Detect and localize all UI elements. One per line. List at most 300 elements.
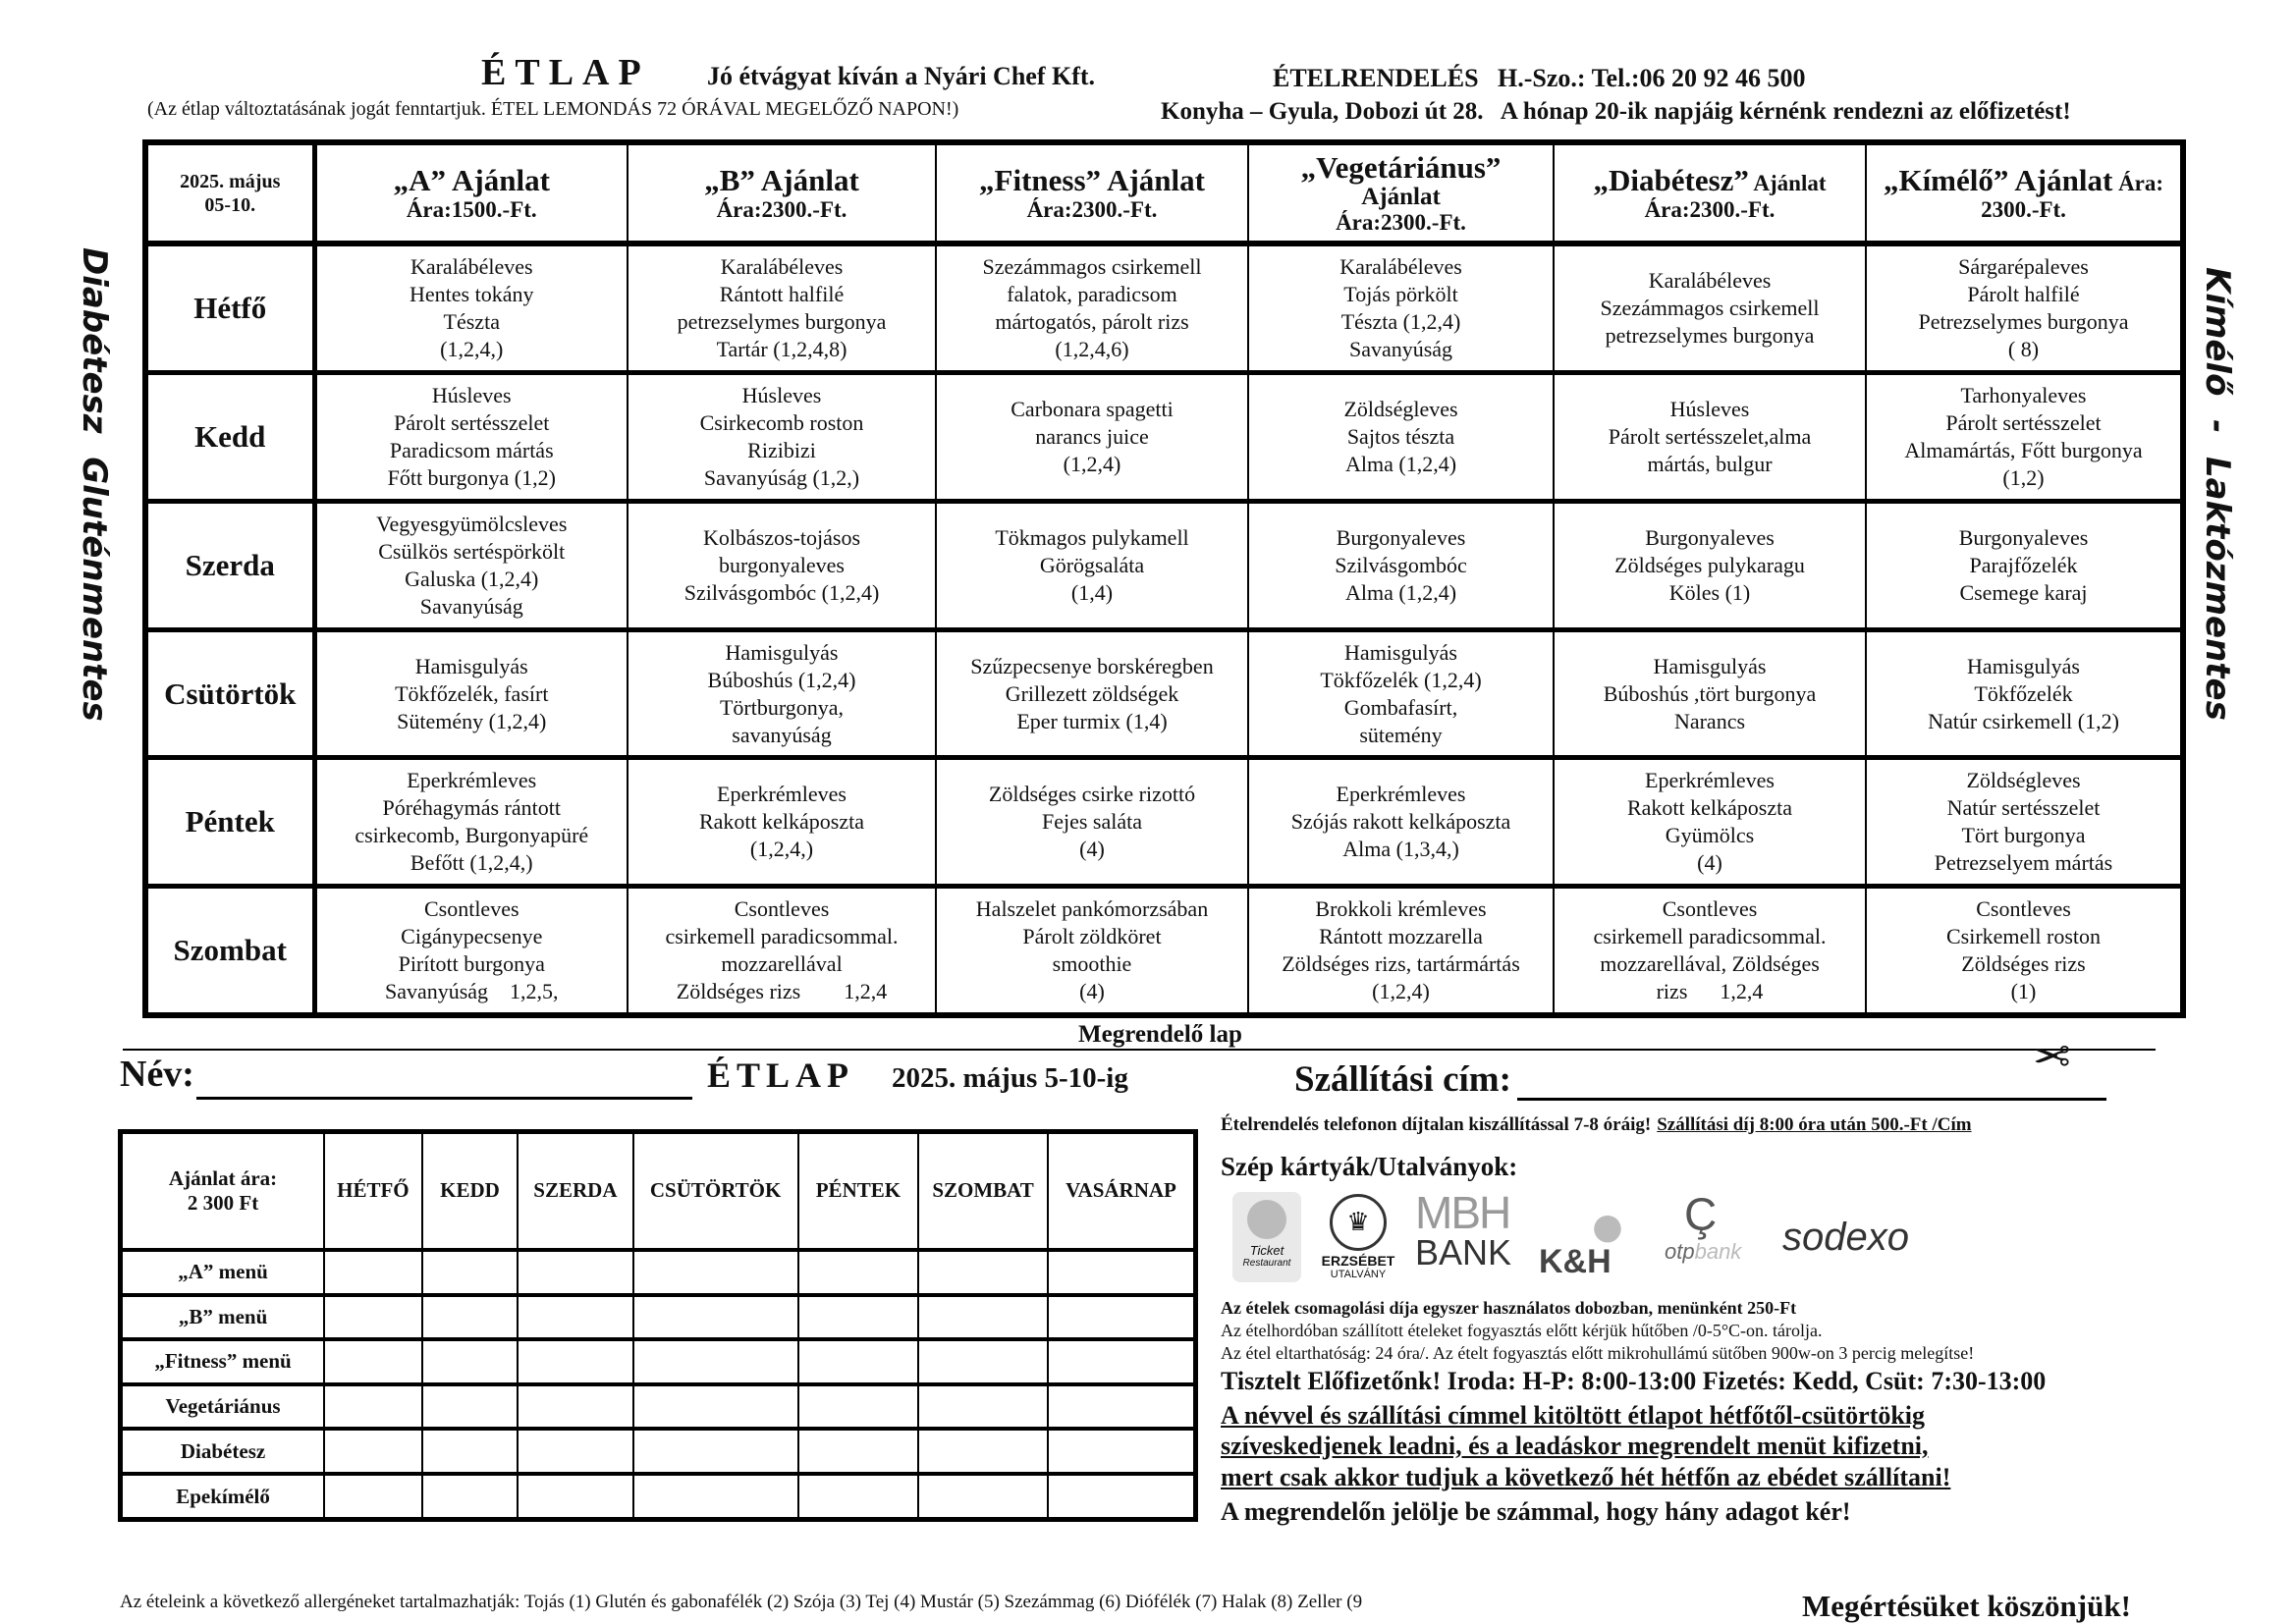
kh-logo [1539, 1207, 1676, 1280]
order-menu-label: „A” menü [121, 1250, 325, 1295]
meal-line: Eperkrémleves [1336, 782, 1466, 807]
meal-line: Sajtos tészta [1346, 424, 1455, 450]
order-day-header: HÉTFŐ [324, 1132, 422, 1250]
offer-name: „Kímélő” Ajánlat [1883, 162, 2113, 197]
order-menu-label: Vegetáriánus [121, 1384, 325, 1430]
meal-cell-a [314, 373, 628, 502]
offer-header-diabetes [1554, 142, 1866, 244]
meal-line: Szezámmagos csirkemell [982, 254, 1202, 280]
offer-name: „B” Ajánlat [704, 162, 859, 197]
order-day-header: PÉNTEK [798, 1132, 918, 1250]
meal-line: Hentes tokány [410, 282, 534, 307]
meal-line: Karalábéleves [720, 254, 844, 280]
offer-name-suffix: Ajánlat [1748, 170, 1827, 195]
meal-cell-a [314, 887, 628, 1015]
order-quantity-cell[interactable] [633, 1339, 798, 1384]
meal-line: Alma (1,3,4,) [1342, 837, 1459, 862]
order-quantity-cell[interactable] [918, 1339, 1048, 1384]
meal-line: Rántott halfilé [719, 282, 845, 307]
erzsebet-logo-text: ERZSÉBET [1321, 1253, 1395, 1269]
order-day-header: SZOMBAT [918, 1132, 1048, 1250]
meal-line: Rakott kelkáposzta [698, 809, 864, 835]
meal-line: Szilvásgombóc (1,2,4) [683, 579, 880, 605]
meal-cell-fitness [936, 244, 1248, 372]
offer-header-fitness [936, 142, 1248, 244]
offer-price: Ára:1500.-Ft. [406, 196, 537, 222]
allergen-list: Az ételeink a következő allergéneket tartalmazhatják: Tojás (1) Glutén és gabonafélék (2) Szója (3) Tej (4) Mustár (5) Szezámmag (6) Diófélék (7) Halak (8) Zeller (9 [120, 1592, 1363, 1612]
cards-title: Szép kártyák/Utalványok: [1221, 1152, 1518, 1181]
meal-line: Sárgarépaleves [1958, 254, 2089, 280]
meal-line: Alma (1,2,4) [1344, 579, 1457, 605]
order-quantity-cell[interactable] [422, 1250, 519, 1295]
meal-line: (1,2,4,) [440, 337, 504, 362]
menu-header-row [145, 142, 2183, 244]
order-day-header: CSÜTÖRTÖK [633, 1132, 798, 1250]
day-name-cell: Hétfő [145, 244, 314, 372]
meal-line: Húsleves [431, 383, 512, 408]
meal-cell-fitness [936, 758, 1248, 887]
order-price-header [121, 1132, 325, 1250]
meal-line: Petrezselymes burgonya [1918, 309, 2129, 335]
meal-line: falatok, paradicsom [1007, 282, 1177, 307]
menu-day-row [145, 758, 2183, 887]
order-quantity-cell[interactable] [798, 1295, 918, 1340]
meal-line: Búboshús (1,2,4) [707, 667, 856, 692]
meal-line: Cigánypecsenye [401, 924, 543, 949]
meal-line: Paradicsom mártás [389, 438, 554, 463]
order-quantity-cell[interactable] [324, 1384, 422, 1430]
meal-line: Csirkemell roston [1945, 924, 2102, 949]
offer-name-suffix: Ajánlat [1361, 183, 1441, 210]
meal-cell-b [628, 629, 936, 758]
otp-bank-logo [1665, 1190, 1782, 1265]
order-form-date: 2025. május 5-10-ig [892, 1062, 1128, 1094]
meal-line: burgonyaleves [719, 552, 845, 577]
meal-line: Szűzpecsenye borskéregben [970, 653, 1214, 678]
meal-line: Savanyúság [1348, 337, 1453, 362]
menu-date-cell [145, 142, 314, 244]
order-menu-label: „Fitness” menü [121, 1339, 325, 1384]
order-quantity-cell[interactable] [918, 1250, 1048, 1295]
meal-line: Karalábéleves [1648, 268, 1772, 294]
meal-line: Savanyúság 1,2,5, [384, 979, 559, 1004]
order-quantity-cell[interactable] [324, 1474, 422, 1520]
meal-line: Hamisgulyás [1653, 653, 1767, 678]
meal-line: Tökfőzelék [1974, 680, 2073, 706]
meal-cell-diabetes [1554, 501, 1866, 629]
meal-line: Tészta [443, 309, 500, 335]
meal-cell-vegetarian [1248, 887, 1554, 1015]
order-form-title: Megrendelő lap [1078, 1021, 1242, 1048]
thanks-note: Megértésüket köszönjük! [1802, 1589, 2131, 1623]
menu-day-row [145, 244, 2183, 372]
offer-header-a [314, 142, 628, 244]
meal-line: Alma (1,2,4) [1344, 452, 1457, 477]
order-quantity-cell[interactable] [422, 1474, 519, 1520]
order-quantity-cell[interactable] [324, 1429, 422, 1474]
voucher-logos [1232, 1187, 2205, 1288]
otp-logo-suffix: bank [1694, 1239, 1742, 1264]
offer-header-gentle [1866, 142, 2183, 244]
order-price-header-line: 2 300 Ft [187, 1190, 259, 1215]
kh-figure-icon: ● [1592, 1207, 1623, 1247]
meal-line: Csontleves [423, 896, 519, 922]
meal-line: Tökmagos pulykamell [995, 524, 1189, 550]
order-quantity-cell[interactable] [324, 1295, 422, 1340]
order-day-header: SZERDA [518, 1132, 632, 1250]
meal-line: Tört burgonya [1961, 823, 2086, 848]
kitchen-address-line: Konyha – Gyula, Dobozi út 28. A hónap 20-ik napjáig kérnénk rendezni az előfizetést! [1161, 98, 2071, 125]
meal-line: Zöldséges rizs [1961, 951, 2086, 977]
order-quantity-cell[interactable] [633, 1250, 798, 1295]
meal-cell-fitness [936, 373, 1248, 502]
meal-line: Párolt halfilé [1967, 282, 2080, 307]
order-quantity-cell[interactable] [918, 1384, 1048, 1430]
order-quantity-cell[interactable] [1048, 1429, 1196, 1474]
mbh-bank-logo [1415, 1187, 1533, 1272]
meal-line: Hamisgulyás [414, 653, 528, 678]
otp-logo-mark: Ç [1684, 1189, 1718, 1240]
sodexo-logo: sodexo [1782, 1216, 1909, 1259]
meal-line: Csontleves [734, 896, 830, 922]
order-row [121, 1339, 1196, 1384]
meal-cell-fitness [936, 887, 1248, 1015]
meal-cell-diabetes [1554, 244, 1866, 372]
meal-line: mozzarellával, Zöldséges [1600, 951, 1820, 977]
meal-line: Eper turmix (1,4) [1016, 708, 1168, 733]
meal-line: Karalábéleves [410, 254, 533, 280]
name-label: Név: [120, 1054, 194, 1095]
meal-line: Galuska (1,2,4) [405, 566, 539, 591]
meal-cell-b [628, 373, 936, 502]
meal-line: Tökfőzelék (1,2,4) [1320, 667, 1482, 692]
order-quantity-cell[interactable] [422, 1295, 519, 1340]
day-name-cell: Szombat [145, 887, 314, 1015]
meal-cell-b [628, 501, 936, 629]
meal-line: Halszelet pankómorzsában [975, 896, 1209, 922]
packaging-fee: Az ételek csomagolási díja egyszer használatos dobozban, menünként 250-Ft [1221, 1298, 1797, 1318]
meal-line: Főtt burgonya (1,2) [387, 465, 556, 491]
order-quantity-cell[interactable] [633, 1295, 798, 1340]
ticket-restaurant-logo [1232, 1192, 1301, 1282]
meal-cell-a [314, 758, 628, 887]
otp-logo-text: otp [1665, 1239, 1695, 1264]
offer-name: „Diabétesz” [1593, 162, 1749, 197]
meal-cell-gentle [1866, 758, 2183, 887]
meal-line: (1,2) [2002, 465, 2045, 491]
meal-line: (1,2,4,) [749, 837, 814, 862]
mbh-logo-mark: MBH [1415, 1187, 1510, 1238]
meal-line: Csemege karaj [1959, 579, 2088, 605]
meal-line: Tarhonyaleves [1960, 383, 2087, 408]
meal-cell-fitness [936, 501, 1248, 629]
order-quantity-cell[interactable] [422, 1339, 519, 1384]
meal-line: rizs 1,2,4 [1656, 979, 1764, 1004]
meal-line: csirkecomb, Burgonyapüré [355, 823, 589, 848]
change-notice: (Az étlap változtatásának jogát fenntartjuk. ÉTEL LEMONDÁS 72 ÓRÁVAL MEGELŐZŐ NAPON!) [147, 98, 959, 120]
meal-cell-b [628, 887, 936, 1015]
meal-line: mártogatós, párolt rizs [995, 309, 1189, 335]
menu-day-row [145, 629, 2183, 758]
menu-day-row [145, 887, 2183, 1015]
order-row [121, 1474, 1196, 1520]
meal-line: Párolt sertésszelet [394, 410, 550, 436]
order-menu-label: Epekímélő [121, 1474, 325, 1520]
offer-name: „A” Ajánlat [393, 162, 550, 197]
meal-line: Zöldségleves [1343, 397, 1458, 422]
meal-line: Csontleves [1976, 896, 2071, 922]
meal-line: Carbonara spagetti [1011, 397, 1174, 422]
menu-day-row [145, 373, 2183, 502]
order-quantity-cell[interactable] [324, 1250, 422, 1295]
order-price-header-line: Ajánlat ára: [168, 1165, 278, 1190]
meal-line: Törtburgonya, [719, 694, 845, 720]
cut-line [123, 1049, 2156, 1051]
erzsebet-logo [1317, 1190, 1399, 1280]
order-row [121, 1295, 1196, 1340]
meal-line: Sütemény (1,2,4) [397, 708, 547, 733]
meal-line: Eperkrémleves [717, 782, 847, 807]
meal-line: mártás, bulgur [1647, 452, 1773, 477]
meal-line: Rizibizi [747, 438, 816, 463]
meal-line: sütemény [1359, 722, 1443, 747]
meal-line: savanyúság [732, 722, 832, 747]
meal-cell-vegetarian [1248, 629, 1554, 758]
office-hours: Tisztelt Előfizetőnk! Iroda: H-P: 8:00-13:00 Fizetés: Kedd, Csüt: 7:30-13:00 [1221, 1367, 2047, 1395]
meal-line: Befőtt (1,2,4,) [410, 850, 533, 876]
meal-line: Csirkecomb roston [699, 410, 864, 436]
erzsebet-seal-icon: ♛ [1330, 1194, 1387, 1251]
order-quantity-cell[interactable] [518, 1295, 632, 1340]
order-quantity-cell[interactable] [1048, 1250, 1196, 1295]
order-quantity-cell[interactable] [1048, 1474, 1196, 1520]
meal-line: (1,2,4) [1372, 979, 1430, 1004]
meal-line: Savanyúság [419, 593, 523, 619]
offer-header-b [628, 142, 936, 244]
company-tagline: Jó étvágyat kíván a Nyári Chef Kft. [707, 62, 1096, 90]
meal-line: Görögsaláta [1039, 552, 1145, 577]
meal-line: Zöldséges rizs, tartármártás [1282, 951, 1520, 977]
address-field[interactable] [1517, 1098, 2106, 1101]
meal-line: Eperkrémleves [1645, 768, 1775, 793]
meal-line: Zöldségleves [1966, 768, 2081, 793]
meal-line: Burgonyaleves [1645, 524, 1775, 550]
order-menu-label: Diabétesz [121, 1429, 325, 1474]
meal-cell-vegetarian [1248, 758, 1554, 887]
meal-line: Zöldséges rizs 1,2,4 [676, 979, 888, 1004]
order-quantity-cell[interactable] [798, 1250, 918, 1295]
meal-cell-vegetarian [1248, 244, 1554, 372]
day-name-cell: Szerda [145, 501, 314, 629]
meal-cell-fitness [936, 629, 1248, 758]
meal-line: Hamisgulyás [1967, 653, 2080, 678]
meal-line: Natúr sertésszelet [1946, 795, 2101, 821]
address-label: Szállítási cím: [1294, 1059, 1511, 1100]
meal-line: Fejes saláta [1041, 809, 1143, 835]
ticket-logo-text: Ticket [1249, 1243, 1284, 1258]
meal-line: Köles (1) [1668, 579, 1751, 605]
submission-note-line: szíveskedjenek leadni, és a leadáskor megrendelt menüt kifizetni, [1221, 1432, 1929, 1460]
order-quantity-cell[interactable] [918, 1429, 1048, 1474]
meal-cell-vegetarian [1248, 373, 1554, 502]
meal-cell-gentle [1866, 887, 2183, 1015]
menu-date-line: 05-10. [204, 193, 256, 216]
kh-logo-text: K&H [1539, 1243, 1612, 1280]
meal-cell-b [628, 244, 936, 372]
meal-line: csirkemell paradicsommal. [665, 924, 899, 949]
meal-line: mozzarellával [721, 951, 843, 977]
meal-line: Tartár (1,2,4,8) [716, 337, 847, 362]
order-quantity-cell[interactable] [1048, 1339, 1196, 1384]
meal-line: Szilvásgombóc [1335, 552, 1467, 577]
day-name-cell: Kedd [145, 373, 314, 502]
meal-line: Parajfőzelék [1969, 552, 2078, 577]
meal-line: (1,2,4) [1063, 452, 1121, 477]
offer-name: „Vegetáriánus” [1300, 149, 1502, 185]
submission-note-line: mert csak akkor tudjuk a következő hét hétfőn az ebédet szállítani! [1221, 1463, 1951, 1491]
meal-line: petrezselymes burgonya [677, 309, 887, 335]
meal-cell-gentle [1866, 244, 2183, 372]
meal-line: Rakott kelkáposzta [1626, 795, 1792, 821]
meal-line: Tökfőzelék, fasírt [395, 680, 549, 706]
meal-line: Zöldséges pulykaragu [1614, 552, 1805, 577]
meal-line: Almamártás, Főtt burgonya [1904, 438, 2143, 463]
meal-line: Burgonyaleves [1958, 524, 2089, 550]
name-field[interactable] [196, 1097, 692, 1100]
meal-line: Tojás pörkölt [1343, 282, 1458, 307]
order-quantity-cell[interactable] [518, 1250, 632, 1295]
order-form-etlap: ÉTLAP [707, 1056, 855, 1095]
meal-line: Grillezett zöldségek [1005, 680, 1179, 706]
meal-line: Szójás rakott kelkáposzta [1290, 809, 1511, 835]
order-quantity-cell[interactable] [422, 1429, 519, 1474]
meal-line: Szezámmagos csirkemell [1600, 296, 1820, 321]
meal-line: Petrezselyem mártás [1934, 850, 2113, 876]
meal-line: Csontleves [1662, 896, 1758, 922]
delivery-fee-text: Szállítási díj 8:00 óra után 500.-Ft /Cím [1657, 1114, 1972, 1135]
meal-line: Pirított burgonya [398, 951, 545, 977]
meal-line: Narancs [1673, 708, 1746, 733]
side-label-left: Diabétesz Gluténmentes [75, 247, 114, 722]
offer-price: 2300.-Ft. [1981, 196, 2066, 222]
meal-line: Savanyúság (1,2,) [703, 465, 860, 491]
order-quantity-cell[interactable] [918, 1474, 1048, 1520]
meal-line: Párolt sertésszelet [1945, 410, 2102, 436]
meal-line: (1) [2010, 979, 2037, 1004]
mbh-logo-text: BANK [1415, 1232, 1512, 1272]
meal-line: Karalábéleves [1339, 254, 1462, 280]
meal-line: csirkemell paradicsommal. [1593, 924, 1827, 949]
order-quantity-cell[interactable] [633, 1384, 798, 1430]
meal-line: Gombafasírt, [1343, 694, 1458, 720]
meal-cell-a [314, 244, 628, 372]
order-quantity-cell[interactable] [798, 1429, 918, 1474]
meal-cell-a [314, 629, 628, 758]
order-quantity-cell[interactable] [798, 1474, 918, 1520]
meal-line: Húsleves [1669, 397, 1750, 422]
order-header-row [121, 1132, 1196, 1250]
day-name-cell: Csütörtök [145, 629, 314, 758]
quantity-note: A megrendelőn jelölje be számmal, hogy hány adagot kér! [1221, 1497, 1851, 1526]
meal-line: Párolt sertésszelet,alma [1608, 424, 1812, 450]
order-row [121, 1250, 1196, 1295]
menu-date-line: 2025. május [180, 170, 281, 192]
meal-cell-gentle [1866, 629, 2183, 758]
meal-cell-b [628, 758, 936, 887]
meal-cell-diabetes [1554, 629, 1866, 758]
meal-line: ( 8) [2007, 337, 2040, 362]
meal-cell-a [314, 501, 628, 629]
meal-line: Gyümölcs [1665, 823, 1755, 848]
meal-line: (4) [1079, 837, 1105, 862]
offer-price: Ára:2300.-Ft. [1644, 196, 1776, 222]
order-row [121, 1384, 1196, 1430]
menu-day-row [145, 501, 2183, 629]
order-quantity-cell[interactable] [1048, 1295, 1196, 1340]
transport-note: Az ételhordóban szállított ételeket fogyasztás előtt kérjük hűtőben /0-5°C-on. tárolja. [1221, 1321, 1823, 1340]
meal-cell-diabetes [1554, 758, 1866, 887]
order-day-header: VASÁRNAP [1048, 1132, 1196, 1250]
meal-line: Natúr csirkemell (1,2) [1928, 708, 2119, 733]
order-quantity-cell[interactable] [1048, 1384, 1196, 1430]
order-quantity-cell[interactable] [518, 1429, 632, 1474]
order-quantity-cell[interactable] [518, 1474, 632, 1520]
meal-line: (1,4) [1070, 579, 1114, 605]
order-quantity-cell[interactable] [518, 1384, 632, 1430]
day-name-cell: Péntek [145, 758, 314, 887]
meal-line: (4) [1079, 979, 1105, 1004]
meal-cell-diabetes [1554, 887, 1866, 1015]
meal-line: petrezselymes burgonya [1605, 323, 1815, 349]
order-quantity-cell[interactable] [918, 1295, 1048, 1340]
order-quantity-cell[interactable] [324, 1339, 422, 1384]
order-table [118, 1129, 1198, 1522]
order-quantity-cell[interactable] [422, 1384, 519, 1430]
meal-line: (1,2,4,6) [1055, 337, 1129, 362]
offer-price: Ára:2300.-Ft. [1026, 196, 1158, 222]
offer-price: Ára:2300.-Ft. [1336, 209, 1466, 235]
offer-name: „Fitness” Ajánlat [979, 162, 1205, 197]
offer-price: Ára:2300.-Ft. [716, 196, 847, 222]
meal-line: Húsleves [741, 383, 822, 408]
order-quantity-cell[interactable] [518, 1339, 632, 1384]
order-quantity-cell[interactable] [633, 1429, 798, 1474]
order-quantity-cell[interactable] [633, 1474, 798, 1520]
meal-line: Hamisgulyás [1344, 639, 1457, 665]
meal-line: (4) [1697, 850, 1722, 876]
ticket-logo-subtext: Restaurant [1242, 1258, 1291, 1269]
ticket-logo-ball [1247, 1200, 1286, 1239]
meal-line: Zöldséges csirke rizottó [988, 782, 1196, 807]
offer-price-label: Ára: [2112, 170, 2164, 195]
order-quantity-cell[interactable] [798, 1384, 918, 1430]
side-label-right: Kímélő - Laktózmentes [2198, 267, 2237, 721]
meal-line: Kolbászos-tojásos [702, 524, 861, 550]
order-day-header: KEDD [422, 1132, 519, 1250]
order-quantity-cell[interactable] [798, 1339, 918, 1384]
meal-line: Rántott mozzarella [1319, 924, 1483, 949]
meal-line: Vegyesgyümölcsleves [376, 511, 568, 536]
meal-line: Hamisgulyás [725, 639, 839, 665]
meal-line: Csülkös sertéspörkölt [378, 538, 566, 564]
meal-line: Tészta (1,2,4) [1340, 309, 1461, 335]
meal-line: Burgonyaleves [1336, 524, 1466, 550]
meal-cell-gentle [1866, 501, 2183, 629]
meal-line: Póréhagymás rántott [382, 795, 561, 821]
order-row [121, 1429, 1196, 1474]
scissors-icon: ✂ [2033, 1030, 2071, 1083]
delivery-info [1221, 1114, 1972, 1136]
